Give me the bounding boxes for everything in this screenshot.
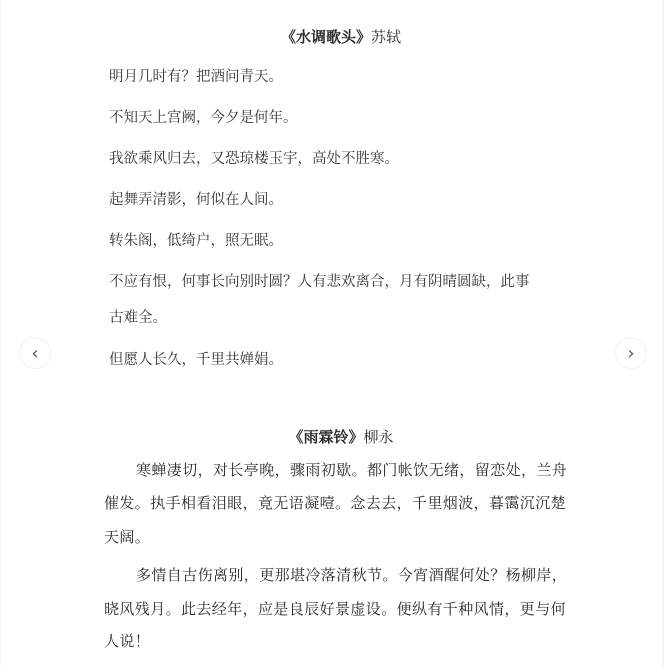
poem1-line: 不知天上宫阙，今夕是何年。 xyxy=(109,110,298,126)
poem1-title: 《水调歌头》 xyxy=(280,28,371,46)
poem2-line: 多情自古伤离别，更那堪冷落清秋节。今宵酒醒何处？杨柳岸， xyxy=(136,566,568,584)
poem2-line: 催发。执手相看泪眼，竟无语凝噎。念去去，千里烟波，暮霭沉沉楚 xyxy=(104,494,567,512)
poem2-author: 柳永 xyxy=(363,428,394,446)
poem2-line: 人说！ xyxy=(104,632,151,650)
poem1-heading xyxy=(1,27,664,47)
chevron-right-icon: › xyxy=(627,342,635,364)
poem2-title: 《雨霖铃》 xyxy=(288,428,364,446)
poem1-line: 转朱阁，低绮户，照无眠。 xyxy=(109,233,283,249)
poem1-line: 但愿人长久，千里共婵娟。 xyxy=(109,352,283,368)
poem1-line: 我欲乘风归去，又恐琼楼玉宇，高处不胜寒。 xyxy=(109,151,399,167)
poem1-line: 明月几时有？把酒问青天。 xyxy=(109,69,283,85)
poem2-line: 寒蝉凄切，对长亭晚，骤雨初歇。都门帐饮无绪，留恋处，兰舟 xyxy=(136,461,568,479)
prev-page-button[interactable] xyxy=(19,337,51,369)
next-page-button[interactable] xyxy=(615,337,647,369)
poem1-line: 起舞弄清影，何似在人间。 xyxy=(109,192,283,208)
poem2-heading xyxy=(1,427,664,447)
chevron-left-icon: ‹ xyxy=(31,342,39,364)
poem2-line: 天阔。 xyxy=(104,528,151,546)
poem2-line: 晓风残月。此去经年，应是良辰好景虚设。便纵有千种风情，更与何 xyxy=(104,600,567,618)
poem1-line: 古难全。 xyxy=(109,310,167,326)
poem1-line: 不应有恨，何事长向别时圆？人有悲欢离合，月有阴晴圆缺，此事 xyxy=(109,274,530,290)
poem1-author: 苏轼 xyxy=(371,28,402,46)
